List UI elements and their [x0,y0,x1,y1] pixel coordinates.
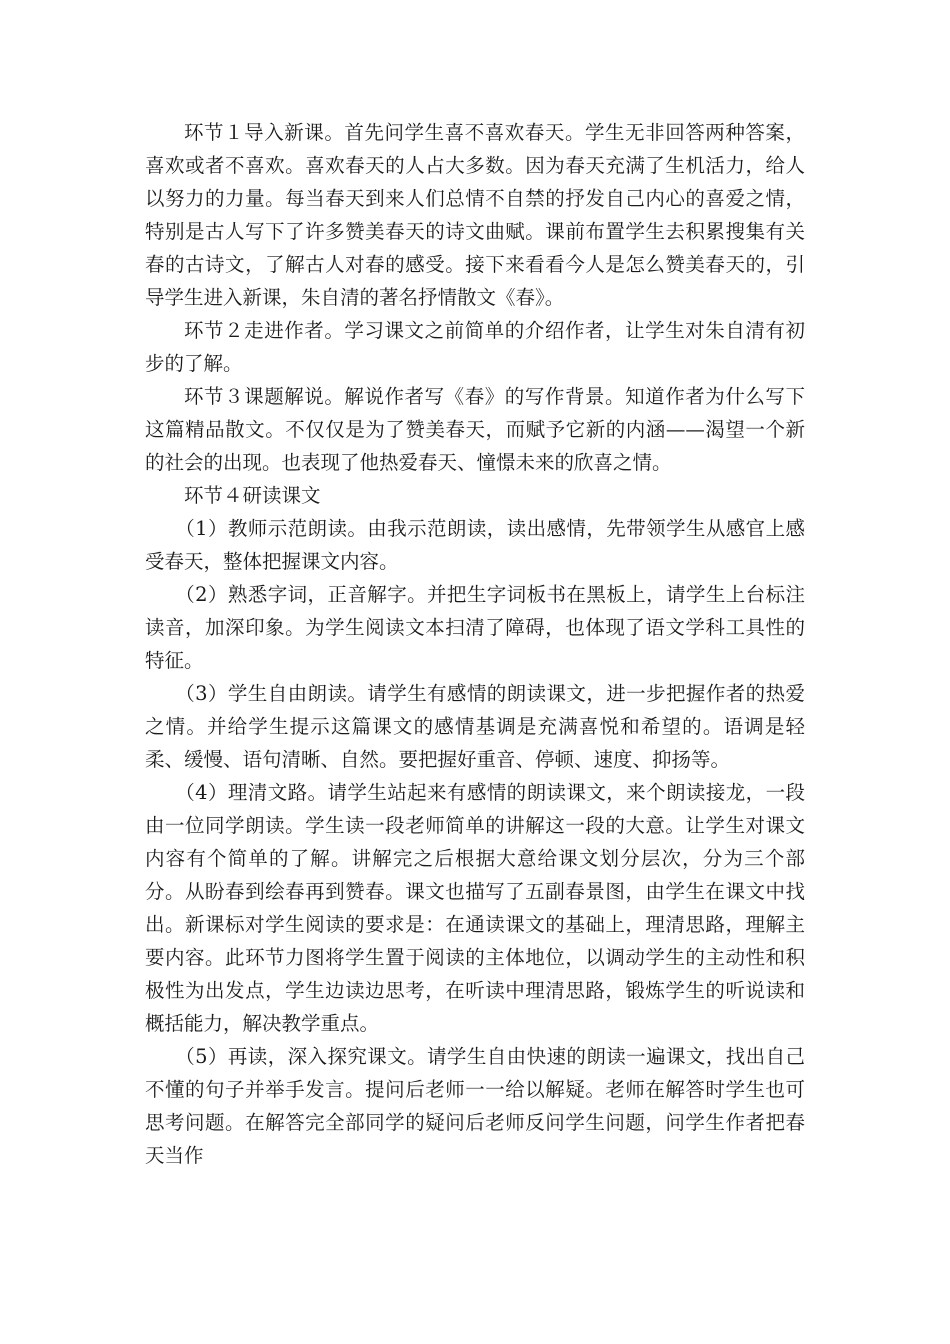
paragraph-step-3-title: 环节３课题解说。解说作者写《春》的写作背景。知道作者为什么写下这篇精品散文。不仅仅是为了赞美春天，而赋予它新的内涵——渴望一个新的社会的出现。也表现了他热爱春天、憧憬未来的欣喜之情。 [145,385,805,474]
document-page [145,116,805,1172]
paragraph-step-4-item-3: （3）学生自由朗读。请学生有感情的朗读课文，进一步把握作者的热爱之情。并给学生提示这篇课文的感情基调是充满喜悦和希望的。语调是轻柔、缓慢、语句清晰、自然。要把握好重音、停顿、速度、抑扬等。 [145,682,805,771]
paragraph-step-4-item-4: （4）理清文路。请学生站起来有感情的朗读课文，来个朗读接龙，一段由一位同学朗读。学生读一段老师简单的讲解这一段的大意。让学生对课文内容有个简单的了解。讲解完之后根据大意给课文划分层次，分为三个部分。从盼春到绘春再到赞春。课文也描写了五副春景图，由学生在课文中找出。新课标对学生阅读的要求是：在通读课文的基础上，理清思路，理解主要内容。此环节力图将学生置于阅读的主体地位，以调动学生的主动性和积极性为出发点，学生边读边思考，在听读中理清思路，锻炼学生的听说读和概括能力，解决教学重点。 [145,781,805,1035]
paragraph-step-4-heading: 环节４研读课文 [184,484,321,507]
paragraph-step-2-author: 环节２走进作者。学习课文之前简单的介绍作者，让学生对朱自清有初步的了解。 [145,319,805,375]
paragraph-step-4-item-2: （2）熟悉字词，正音解字。并把生字词板书在黑板上，请学生上台标注读音，加深印象。为学生阅读文本扫清了障碍，也体现了语文学科工具性的特征。 [145,583,805,672]
paragraph-step-1-intro: 环节１导入新课。首先问学生喜不喜欢春天。学生无非回答两种答案，喜欢或者不喜欢。喜欢春天的人占大多数。因为春天充满了生机活力，给人以努力的力量。每当春天到来人们总情不自禁的抒发自己内心的喜爱之情，特别是古人写下了许多赞美春天的诗文曲赋。课前布置学生去积累搜集有关春的古诗文，了解古人对春的感受。接下来看看今人是怎么赞美春天的，引导学生进入新课，朱自清的著名抒情散文《春》。 [145,121,805,309]
paragraph-step-4-item-1: （1）教师示范朗读。由我示范朗读，读出感情，先带领学生从感官上感受春天，整体把握课文内容。 [145,517,805,573]
paragraph-step-4-item-5: （5）再读，深入探究课文。请学生自由快速的朗读一遍课文，找出自己不懂的句子并举手发言。提问后老师一一给以解疑。老师在解答时学生也可思考问题。在解答完全部同学的疑问后老师反问学生问题，问学生作者把春天当作 [145,1045,805,1167]
